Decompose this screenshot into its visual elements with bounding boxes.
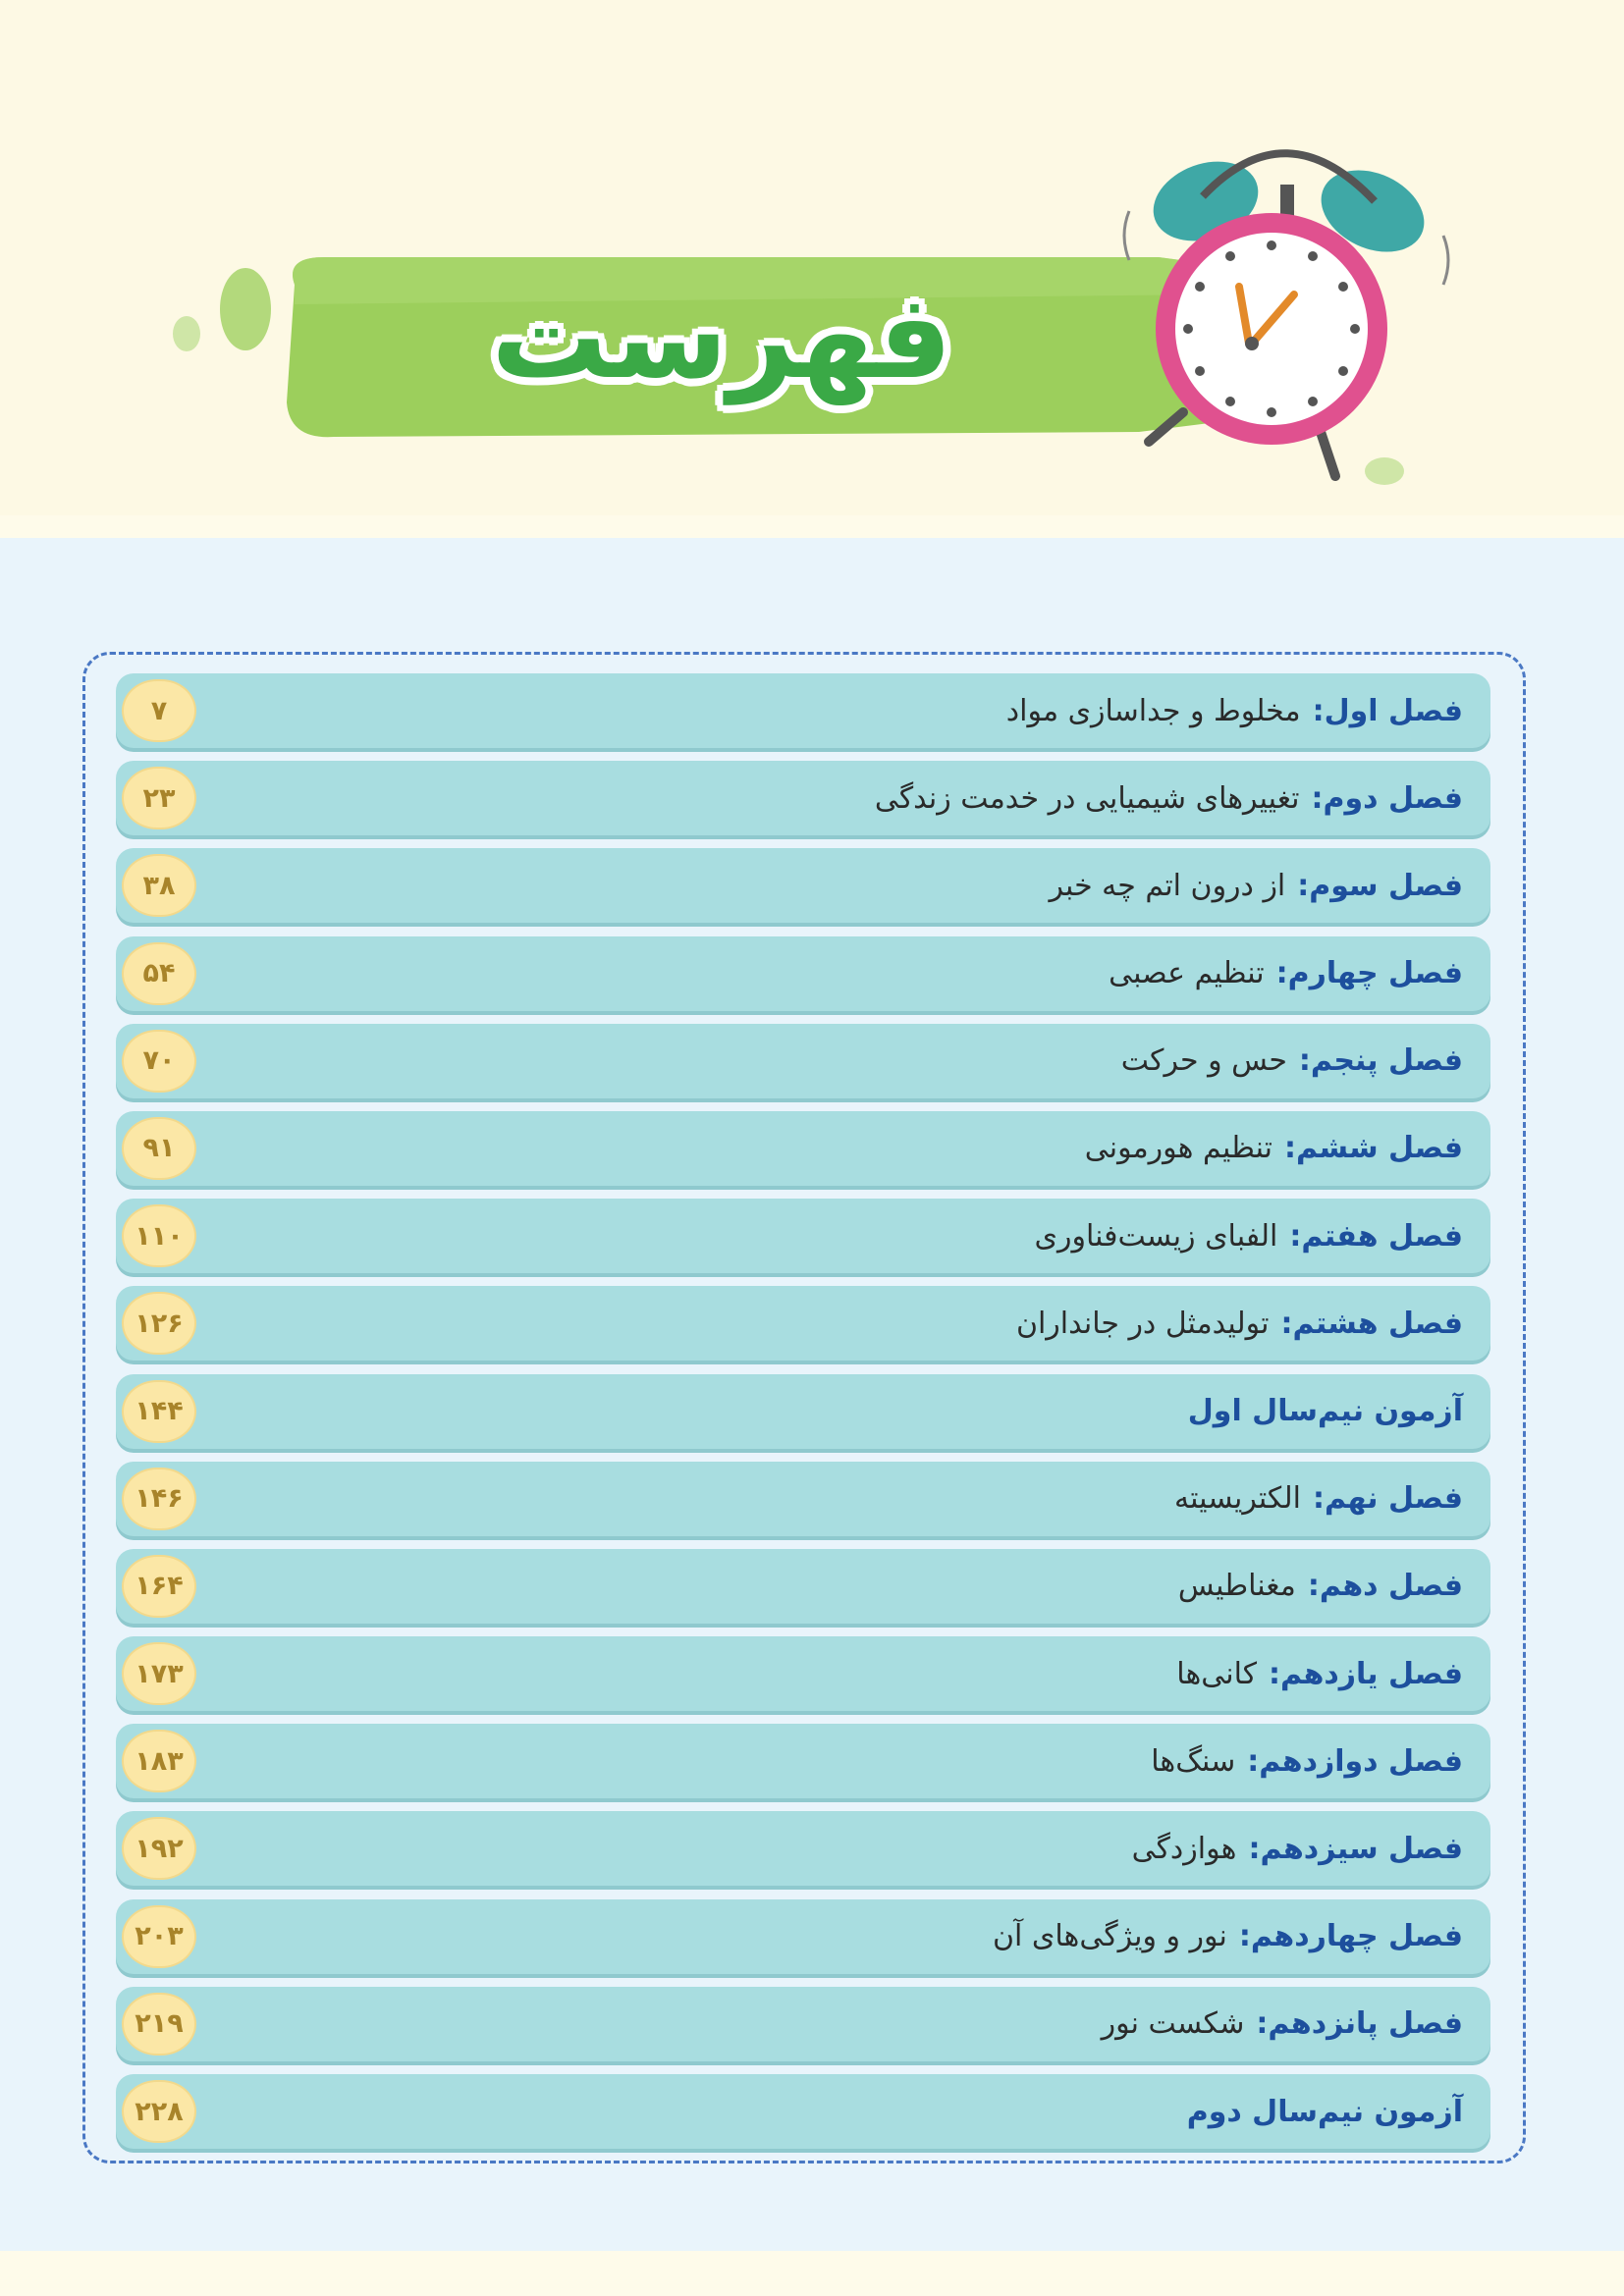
colon-separator: : [1275,956,1288,991]
page-number-badge: ۳۸ [122,854,196,917]
toc-row-title [1132,1811,1463,1886]
colon-separator: : [1289,1218,1302,1254]
toc-row-title [1006,673,1463,748]
chapter-label: فصل پانزدهم [1268,2006,1463,2042]
toc-row-title [1102,1987,1463,2061]
toc-row-title [1174,1462,1463,1536]
toc-row-title [1109,936,1463,1011]
chapter-name: تنظیم عصبی [1109,956,1265,991]
page-number-badge: ۹۱ [122,1117,196,1180]
toc-row[interactable] [116,936,1490,1011]
chapter-label: فصل دهم [1319,1569,1463,1604]
colon-separator: : [1284,1131,1297,1166]
toc-row[interactable] [116,673,1490,748]
toc-row[interactable] [116,1724,1490,1798]
chapter-name: سنگ‌ها [1151,1743,1236,1779]
bubble-decoration [173,316,200,351]
chapter-name: نور و ویژگی‌های آن [992,1919,1227,1954]
chapter-name: حس و حرکت [1120,1043,1287,1079]
colon-separator: : [1311,780,1324,816]
chapter-name: الفبای زیست‌فناوری [1034,1218,1278,1254]
toc-row[interactable] [116,1286,1490,1361]
toc-row[interactable] [116,1374,1490,1449]
toc-row[interactable] [116,2074,1490,2149]
page-number-badge: ۱۴۴ [122,1380,196,1443]
chapter-label: فصل ششم [1296,1131,1463,1166]
colon-separator: : [1298,1043,1311,1079]
colon-separator: : [1256,2006,1269,2042]
chapter-label: فصل چهارم [1287,956,1463,991]
toc-row[interactable] [116,1899,1490,1974]
colon-separator: : [1248,1831,1261,1866]
toc-row-title [1178,1549,1463,1624]
page-number-badge: ۲۱۹ [122,1993,196,2056]
chapter-name: تغییرهای شیمیایی در خدمت زندگی [874,780,1300,816]
chapter-name: مغناطیس [1177,1569,1296,1604]
colon-separator: : [1307,1569,1320,1604]
chapter-label: فصل چهاردهم [1250,1919,1463,1954]
chapter-label: فصل دوازدهم [1259,1743,1463,1779]
chapter-label: فصل دوم [1323,780,1463,816]
chapter-label: فصل پنجم [1310,1043,1463,1079]
page-number-badge: ۲۳ [122,767,196,829]
colon-separator: : [1238,1919,1251,1954]
page-number-badge: ۵۴ [122,942,196,1005]
chapter-name: تولیدمثل در جانداران [1015,1306,1270,1341]
page-number-badge: ۱۷۳ [122,1642,196,1705]
colon-separator: : [1312,693,1325,728]
chapter-name: مخلوط و جداسازی مواد [1005,693,1301,728]
toc-row-title [1085,1111,1463,1186]
chapter-name: تنظیم هورمونی [1084,1131,1273,1166]
toc-row[interactable] [116,1987,1490,2061]
header-illustration [0,0,1624,515]
bubble-decoration [1365,457,1404,485]
chapter-name: از درون اتم چه خبر [1049,868,1286,903]
toc-row-title [875,761,1463,835]
chapter-label: فصل نهم [1324,1481,1463,1517]
table-of-contents [116,673,1490,2162]
page-number-badge: ۱۶۴ [122,1555,196,1618]
chapter-label: فصل سوم [1309,868,1463,903]
toc-row-title [1016,1286,1463,1361]
toc-row-title [1187,2074,1463,2149]
toc-row-title [1121,1024,1463,1098]
toc-row-title [1034,1199,1463,1273]
alarm-clock-icon [1124,147,1448,476]
chapter-label: فصل یازدهم [1280,1656,1463,1691]
page-title: فهرست [491,269,952,404]
toc-row-title [1050,848,1464,923]
colon-separator: : [1297,868,1310,903]
page-number-badge: ۱۸۳ [122,1730,196,1792]
exam-label: آزمون نیم‌سال دوم [1186,2094,1463,2129]
toc-row-title [1176,1636,1463,1711]
page-number-badge: ۱۴۶ [122,1468,196,1530]
toc-row[interactable] [116,1636,1490,1711]
chapter-label: فصل هفتم [1301,1218,1463,1254]
chapter-name: الکتریسیته [1174,1481,1301,1517]
chapter-label: فصل سیزدهم [1260,1831,1463,1866]
page-number-badge: ۷ [122,679,196,742]
page-number-badge: ۷۰ [122,1030,196,1093]
chapter-label: فصل هشتم [1292,1306,1463,1341]
exam-label: آزمون نیم‌سال اول [1187,1394,1463,1428]
toc-row-title [1188,1374,1463,1449]
bubble-decoration [220,268,271,350]
colon-separator: : [1269,1656,1281,1691]
page-number-badge: ۱۲۶ [122,1292,196,1355]
toc-row[interactable] [116,1199,1490,1273]
header-area [0,0,1624,515]
toc-row-title [1151,1724,1463,1798]
chapter-name: شکست نور [1101,2006,1245,2042]
toc-row[interactable] [116,1462,1490,1536]
page-number-badge: ۱۱۰ [122,1204,196,1267]
colon-separator: : [1280,1306,1293,1341]
colon-separator: : [1312,1481,1325,1517]
toc-row[interactable] [116,1111,1490,1186]
page-number-badge: ۲۰۳ [122,1905,196,1968]
chapter-label: فصل اول [1324,693,1463,728]
toc-row[interactable] [116,761,1490,835]
page-number-badge: ۲۲۸ [122,2080,196,2143]
page-number-badge: ۱۹۲ [122,1817,196,1880]
toc-row[interactable] [116,848,1490,923]
chapter-name: هوازدگی [1131,1831,1237,1866]
toc-row[interactable] [116,1549,1490,1624]
toc-row-title [993,1899,1463,1974]
chapter-name: کانی‌ها [1176,1656,1258,1691]
colon-separator: : [1247,1743,1260,1779]
toc-row[interactable] [116,1024,1490,1098]
toc-row[interactable] [116,1811,1490,1886]
